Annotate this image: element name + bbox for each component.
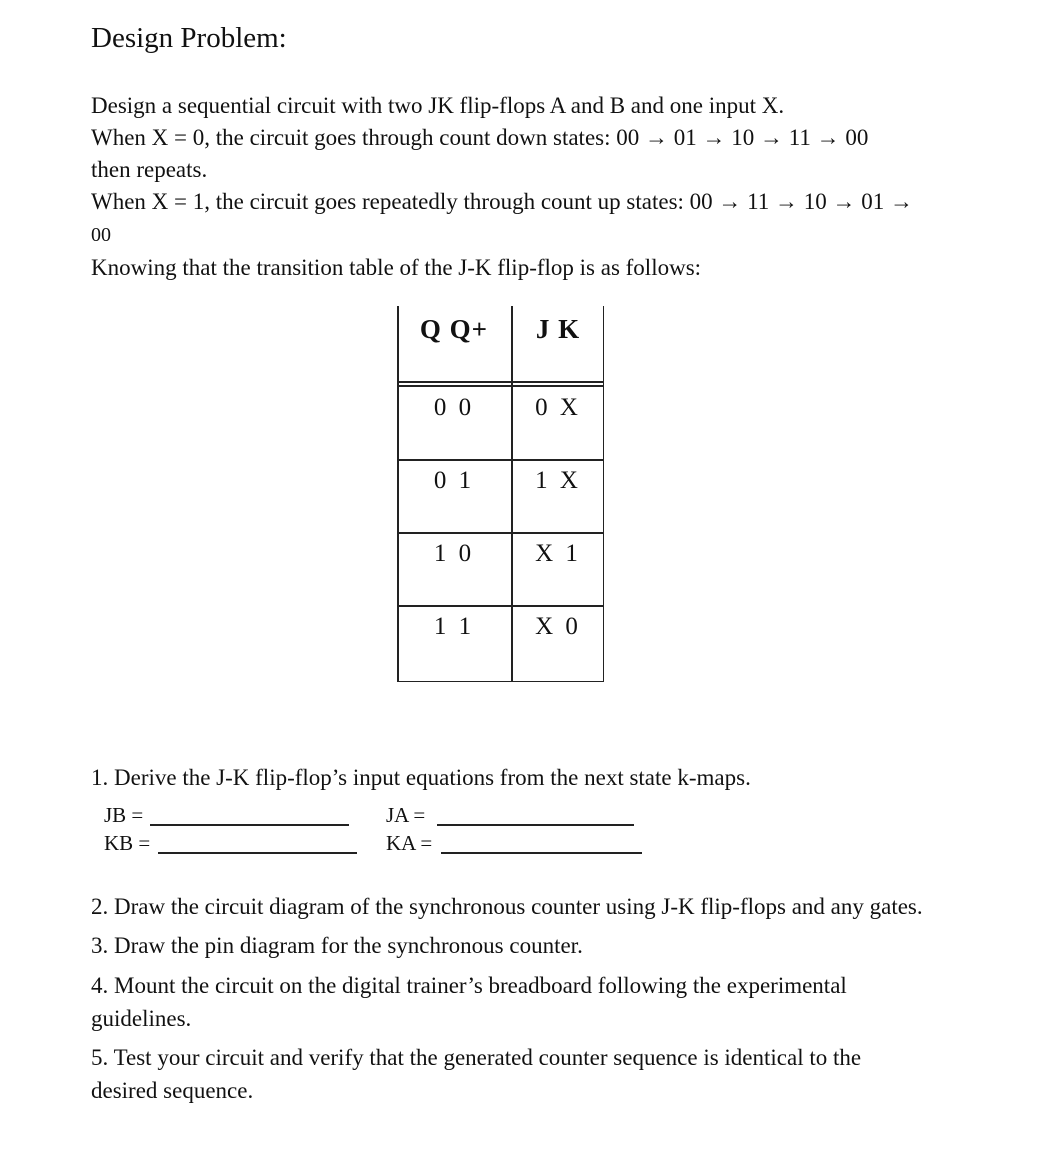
- table-cell: 0 0: [433, 394, 475, 421]
- header-jk: J K: [535, 314, 581, 344]
- eq-ja-label: JA =: [386, 803, 426, 827]
- table-cell: 0 X: [535, 394, 581, 421]
- eq-kb-blank: [158, 852, 357, 854]
- task-4-line-2: guidelines.: [91, 1006, 192, 1031]
- row-rule: [397, 605, 604, 607]
- row-rule: [397, 681, 604, 683]
- header-rule: [397, 381, 604, 383]
- eq-kb-label: KB =: [104, 831, 151, 855]
- intro-line-5: 00: [91, 224, 111, 246]
- row-rule: [397, 459, 604, 461]
- header-rule: [397, 385, 604, 387]
- eq-ka-label: KA =: [386, 831, 433, 855]
- eq-jb-blank: [150, 824, 349, 826]
- jk-transition-table: [397, 306, 604, 682]
- header-q-qplus: Q Q+: [419, 314, 489, 344]
- page-title: Design Problem:: [91, 22, 287, 54]
- row-rule: [397, 532, 604, 534]
- task-5-line-1: 5. Test your circuit and verify that the generated counter sequence is identical to the: [91, 1045, 862, 1070]
- table-cell: X 1: [535, 540, 581, 567]
- task-3: 3. Draw the pin diagram for the synchronous counter.: [91, 933, 583, 958]
- table-cell: 0 1: [433, 467, 475, 494]
- intro-line-4: When X = 1, the circuit goes repeatedly through count up states: 00 → 11 → 10 → 01 →: [91, 189, 914, 214]
- table-cell: 1 1: [433, 613, 475, 640]
- eq-jb-label: JB =: [104, 803, 144, 827]
- table-cell: X 0: [535, 613, 581, 640]
- eq-ka-blank: [441, 852, 642, 854]
- task-2: 2. Draw the circuit diagram of the synchronous counter using J-K flip-flops and any gates.: [91, 894, 923, 919]
- table-cell: 1 X: [535, 467, 581, 494]
- intro-line-2: When X = 0, the circuit goes through count down states: 00 → 01 → 10 → 11 → 00: [91, 125, 869, 150]
- task-1: 1. Derive the J-K flip-flop’s input equations from the next state k-maps.: [91, 765, 751, 790]
- task-5-line-2: desired sequence.: [91, 1078, 254, 1103]
- intro-line-3: then repeats.: [91, 157, 208, 182]
- intro-line-1: Design a sequential circuit with two JK flip-flops A and B and one input X.: [91, 93, 785, 118]
- eq-ja-blank: [437, 824, 634, 826]
- task-4-line-1: 4. Mount the circuit on the digital trainer’s breadboard following the experimental: [91, 973, 847, 998]
- table-cell: 1 0: [433, 540, 475, 567]
- intro-line-6: Knowing that the transition table of the J-K flip-flop is as follows:: [91, 255, 702, 280]
